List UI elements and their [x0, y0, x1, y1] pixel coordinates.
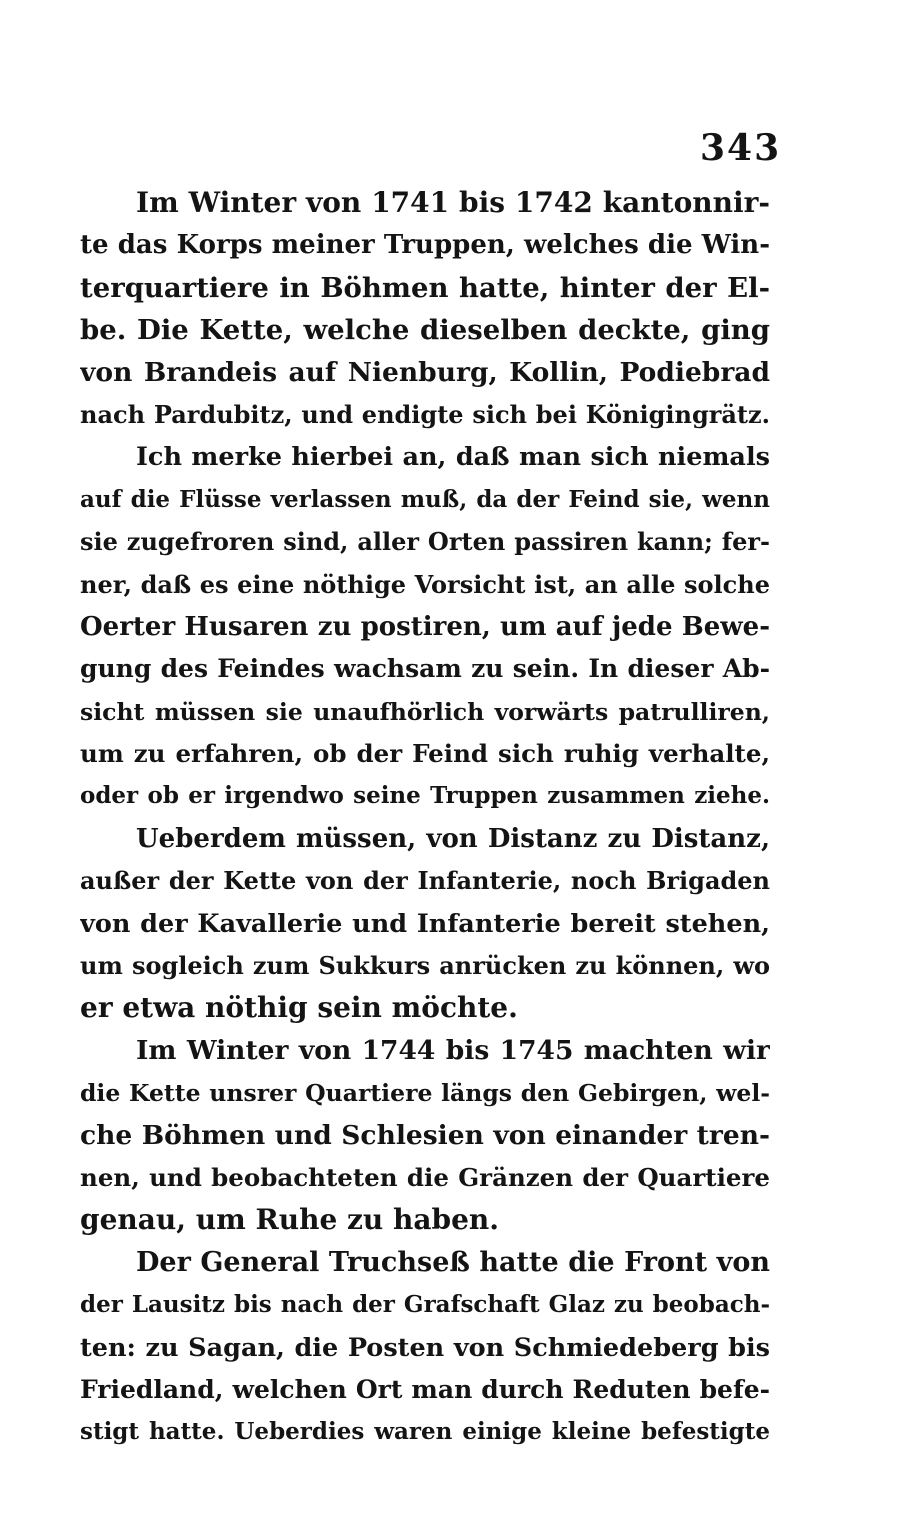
text-line: gung des Feindes wachsam zu sein. In dieser Ab- — [80, 654, 770, 684]
text-line: um sogleich zum Sukkurs anrücken zu können, wo — [80, 951, 770, 981]
text-line: von der Kavallerie und Infanterie bereit stehen, — [80, 908, 770, 939]
text-line: che Böhmen und Schlesien von einander tren- — [80, 1119, 770, 1151]
text-line: Ich merke hierbei an, daß man sich niemals — [136, 442, 770, 473]
paragraph-2 — [80, 436, 770, 818]
text-line: sie zugefroren sind, aller Orten passiren kann; fer- — [80, 527, 770, 557]
text-line: ten: zu Sagan, die Posten von Schmiedeberg bis — [80, 1332, 770, 1363]
paragraph-5 — [80, 1242, 770, 1454]
text-line: oder ob er irgendwo seine Truppen zusammen ziehe. — [80, 782, 770, 810]
text-line: ner, daß es eine nöthige Vorsicht ist, an alle solche — [80, 569, 770, 599]
text-line: um zu erfahren, ob der Feind sich ruhig verhalte, — [80, 739, 770, 769]
text-line: sicht müssen sie unaufhörlich vorwärts patrulliren, — [80, 697, 770, 726]
text-line: Ueberdem müssen, von Distanz zu Distanz, — [136, 823, 770, 854]
body-text — [80, 182, 770, 1454]
page-number: 343 — [700, 127, 782, 169]
text-line: außer der Kette von der Infanterie, noch Brigaden — [80, 866, 770, 896]
text-line: auf die Flüsse verlassen muß, da der Feind sie, wenn — [80, 485, 770, 513]
text-line: terquartiere in Böhmen hatte, hinter der El- — [80, 271, 770, 304]
paragraph-1 — [80, 182, 770, 436]
paragraph-4 — [80, 1030, 770, 1242]
text-line: stigt hatte. Ueberdies waren einige kleine befestigte — [80, 1418, 770, 1446]
text-line: Im Winter von 1741 bis 1742 kantonnir- — [136, 186, 770, 219]
text-line: genau, um Ruhe zu haben. — [80, 1203, 500, 1237]
text-line: Friedland, welchen Ort man durch Reduten befe- — [80, 1374, 770, 1404]
text-line: be. Die Kette, welche dieselben deckte, ging — [80, 314, 770, 347]
text-line: er etwa nöthig sein möchte. — [80, 991, 518, 1025]
text-line: Oerter Husaren zu postiren, um auf jede Bewe- — [80, 611, 770, 642]
text-line: von Brandeis auf Nienburg, Kollin, Podiebrad — [80, 356, 770, 388]
text-line: te das Korps meiner Truppen, welches die Win- — [80, 230, 770, 261]
text-line: Im Winter von 1744 bis 1745 machten wir — [136, 1034, 770, 1066]
text-line: die Kette unsrer Quartiere längs den Gebirgen, wel- — [80, 1079, 770, 1108]
text-line: nen, und beobachteten die Gränzen der Quartiere — [80, 1162, 770, 1192]
text-line: nach Pardubitz, und endigte sich bei Königingrätz. — [80, 399, 770, 429]
paragraph-3 — [80, 818, 770, 1030]
text-line: der Lausitz bis nach der Grafschaft Glaz zu beobach- — [80, 1291, 770, 1319]
text-line: Der General Truchseß hatte die Front von — [136, 1246, 770, 1278]
